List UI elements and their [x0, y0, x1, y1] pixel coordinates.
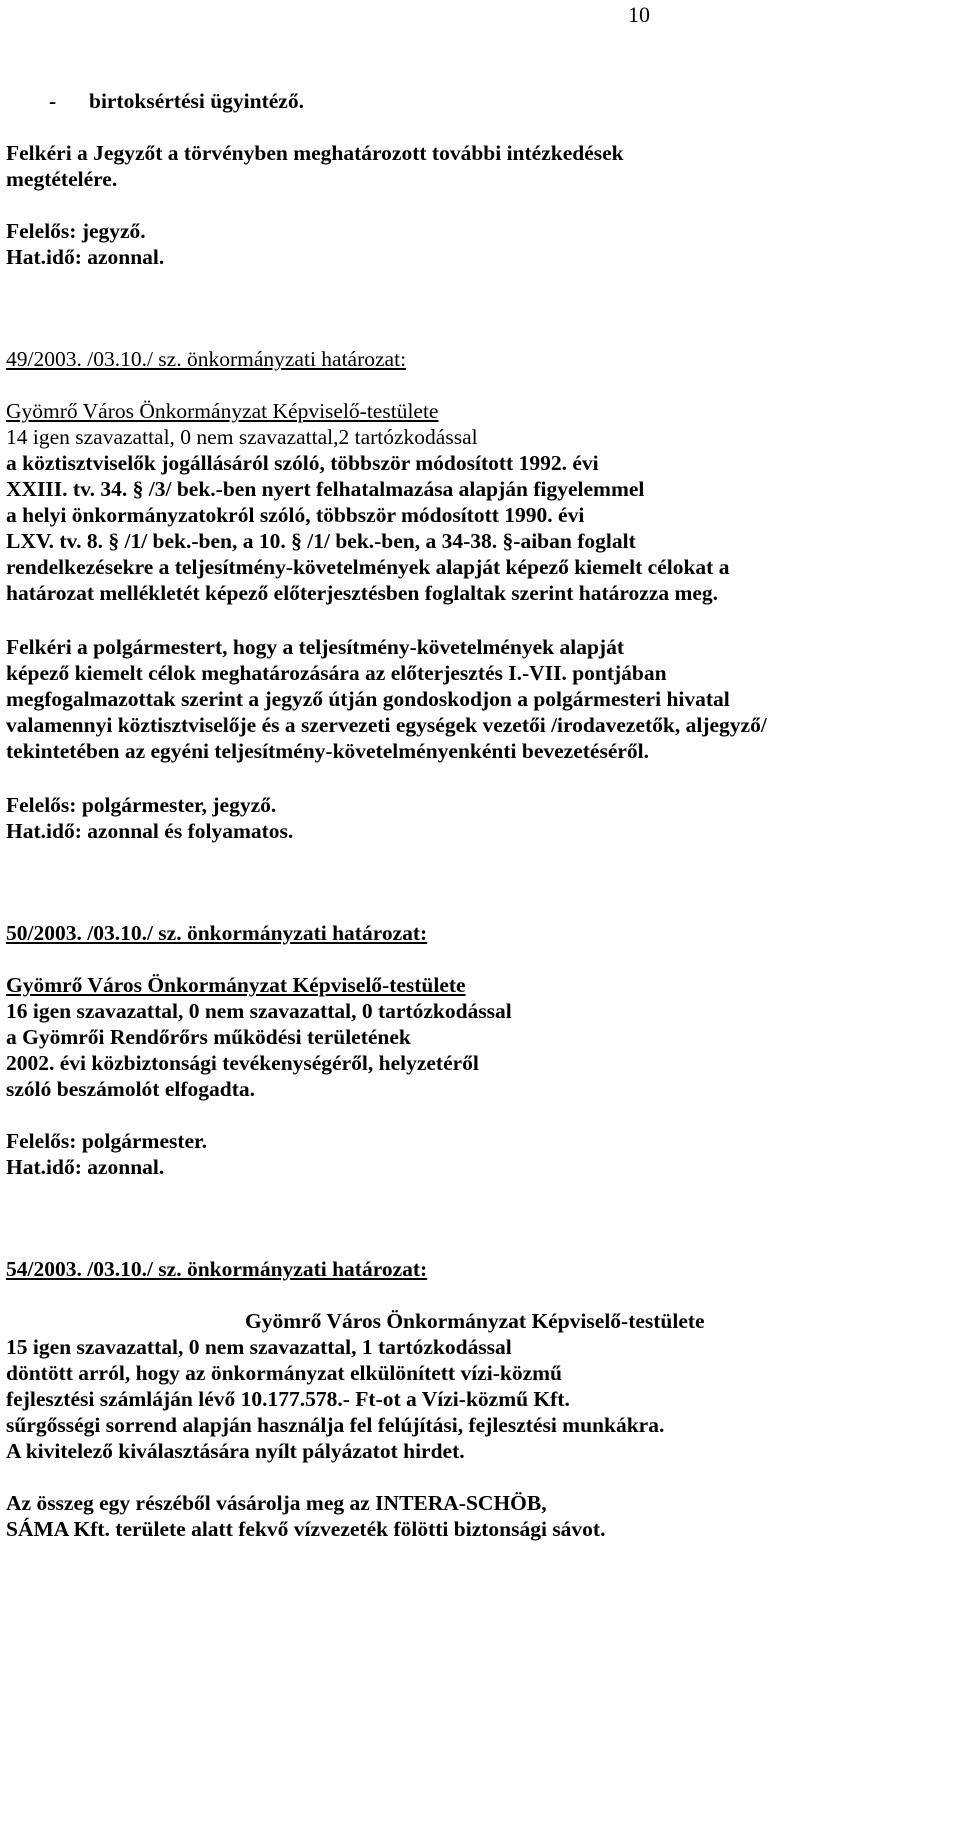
council-heading: Gyömrő Város Önkormányzat Képviselő-testülete	[245, 1309, 705, 1333]
body-line: fejlesztési számláján lévő 10.177.578.- Ft-ot a Vízi-közmű Kft.	[6, 1387, 570, 1411]
body-line: tekintetében az egyéni teljesítmény-követelményenkénti bevezetéséről.	[6, 739, 650, 763]
body-line: a helyi önkormányzatokról szóló, többször módosított 1990. évi	[6, 503, 585, 527]
responsible-line: Felelős: jegyző.	[6, 219, 146, 243]
body-line: XXIII. tv. 34. § /3/ bek.-ben nyert felhatalmazása alapján figyelemmel	[6, 477, 645, 501]
body-line: szóló beszámolót elfogadta.	[6, 1077, 256, 1101]
body-line: a köztisztviselők jogállásáról szóló, többször módosított 1992. évi	[6, 451, 599, 475]
body-line: képező kiemelt célok meghatározására az előterjesztés I.-VII. pontjában	[6, 661, 667, 685]
responsible-line: Felelős: polgármester.	[6, 1129, 208, 1153]
intro-line: megtételére.	[6, 167, 118, 191]
body-line: rendelkezésekre a teljesítmény-követelmények alapját képező kiemelt célokat a	[6, 555, 730, 579]
body-line: A kivitelező kiválasztására nyílt pályázatot hirdet.	[6, 1439, 465, 1463]
body-line: 2002. évi közbiztonsági tevékenységéről, helyzetéről	[6, 1051, 479, 1075]
body-line: a Gyömrői Rendőrőrs működési területének	[6, 1025, 411, 1049]
body-line: sűrgősségi sorrend alapján használja fel felújítási, fejlesztési munkákra.	[6, 1413, 665, 1437]
vote-line: 14 igen szavazattal, 0 nem szavazattal,2 tartózkodással	[6, 425, 478, 449]
body-line: döntött arról, hogy az önkormányzat elkülönített vízi-közmű	[6, 1361, 562, 1385]
resolution-heading: 50/2003. /03.10./ sz. önkormányzati határozat:	[6, 921, 428, 945]
resolution-heading: 49/2003. /03.10./ sz. önkormányzati határozat:	[6, 347, 407, 371]
body-line: valamennyi köztisztviselője és a szervezeti egységek vezetői /irodavezetők, aljegyző/	[6, 713, 767, 737]
resolution-heading: 54/2003. /03.10./ sz. önkormányzati határozat:	[6, 1257, 428, 1281]
body-line: megfogalmazottak szerint a jegyző útján gondoskodjon a polgármesteri hivatal	[6, 687, 730, 711]
bullet-text: birtoksértési ügyintéző.	[89, 89, 304, 113]
page-number: 10	[628, 2, 650, 27]
body-line: Az összeg egy részéből vásárolja meg az INTERA-SCHÖB,	[6, 1491, 547, 1515]
bullet-dash: -	[49, 89, 57, 113]
body-line: Felkéri a polgármestert, hogy a teljesítmény-követelmények alapját	[6, 635, 624, 659]
body-line: határozat mellékletét képező előterjesztésben foglaltak szerint határozza meg.	[6, 581, 719, 605]
responsible-line: Felelős: polgármester, jegyző.	[6, 793, 277, 817]
deadline-line: Hat.idő: azonnal.	[6, 1155, 165, 1179]
body-line: SÁMA Kft. területe alatt fekvő vízvezeték fölötti biztonsági sávot.	[6, 1517, 606, 1541]
deadline-line: Hat.idő: azonnal és folyamatos.	[6, 819, 294, 843]
council-heading: Gyömrő Város Önkormányzat Képviselő-testülete	[6, 399, 439, 423]
deadline-line: Hat.idő: azonnal.	[6, 245, 165, 269]
intro-line: Felkéri a Jegyzőt a törvényben meghatározott további intézkedések	[6, 141, 624, 165]
vote-line: 16 igen szavazattal, 0 nem szavazattal, 0 tartózkodással	[6, 999, 512, 1023]
council-heading: Gyömrő Város Önkormányzat Képviselő-testülete	[6, 973, 466, 997]
body-line: LXV. tv. 8. § /1/ bek.-ben, a 10. § /1/ bek.-ben, a 34-38. §-aiban foglalt	[6, 529, 636, 553]
vote-line: 15 igen szavazattal, 0 nem szavazattal, 1 tartózkodással	[6, 1335, 512, 1359]
